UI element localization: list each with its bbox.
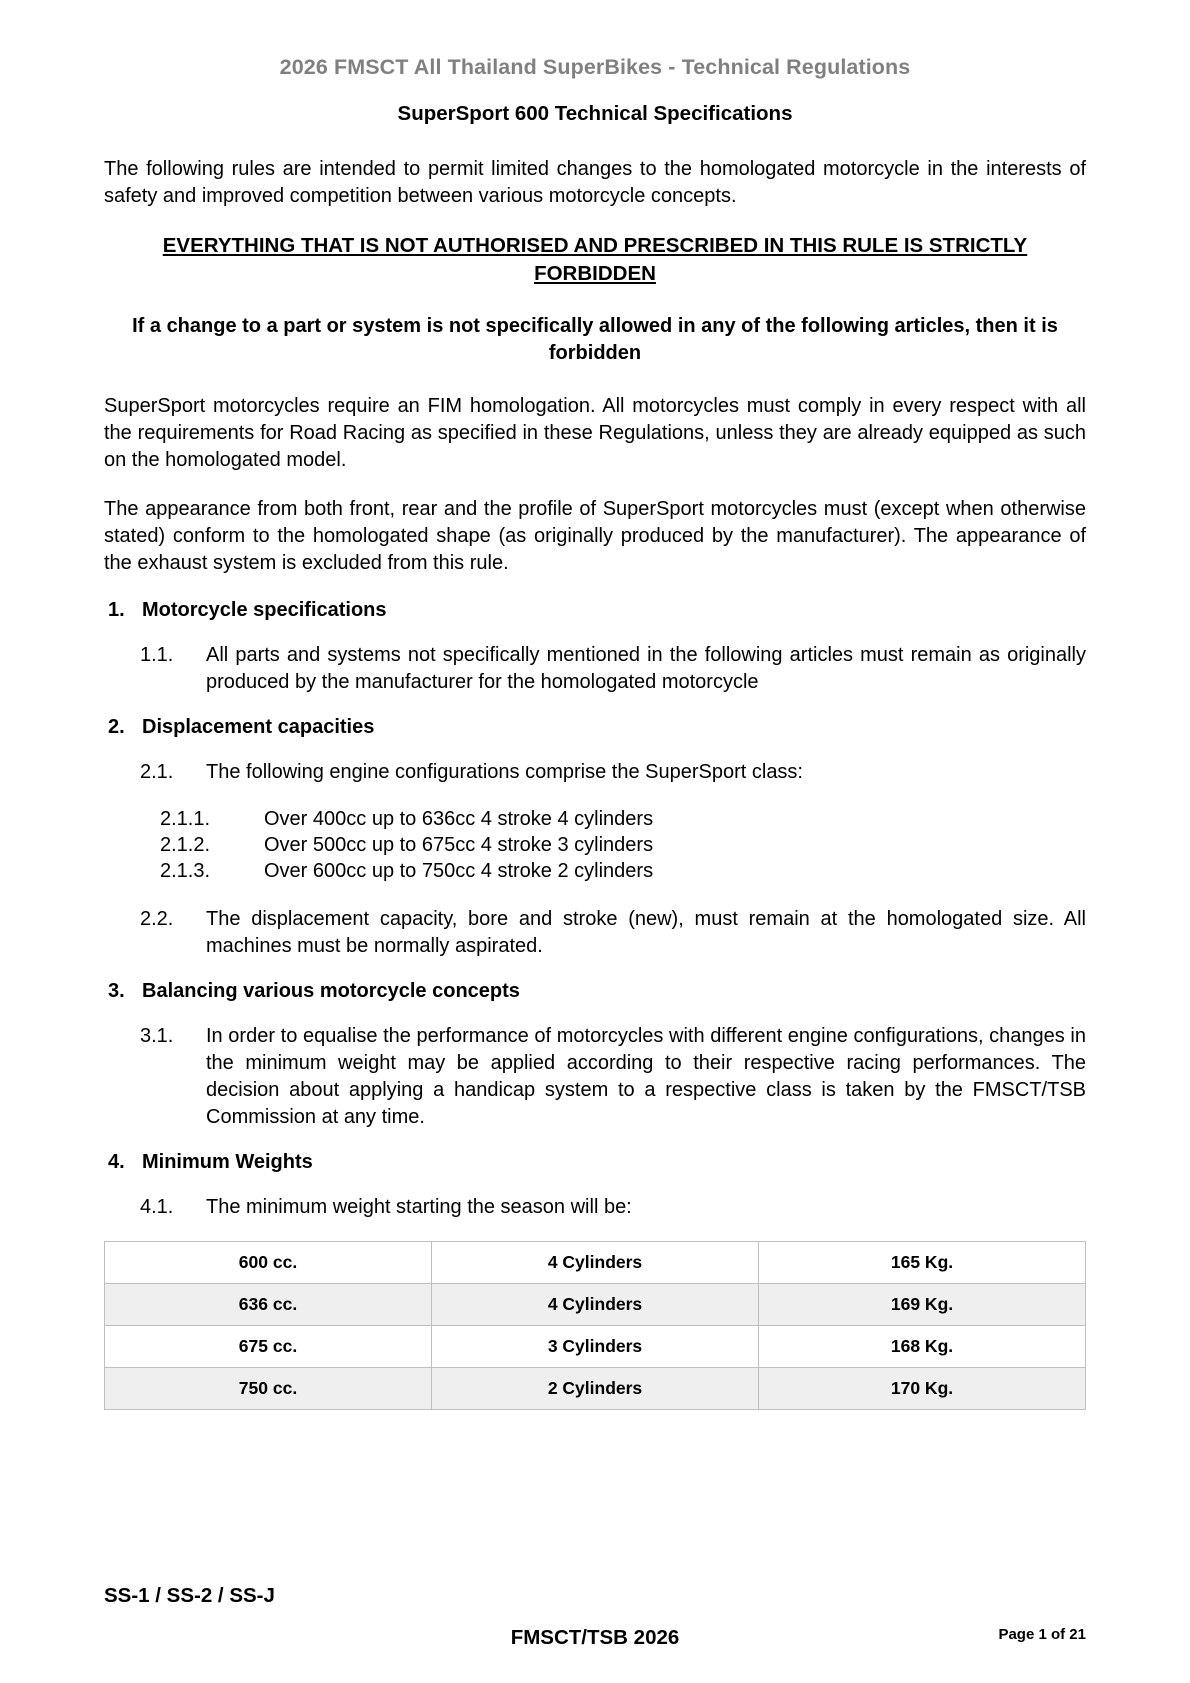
clause-text: The following engine configurations comprise the SuperSport class: xyxy=(206,761,803,784)
clause xyxy=(104,759,1086,786)
table-cell-cylinders: 4 Cylinders xyxy=(432,1242,759,1284)
clause-number: 2.2. xyxy=(140,908,174,931)
table-row xyxy=(105,1284,1086,1326)
table-cell-displacement: 750 cc. xyxy=(105,1368,432,1410)
running-header: 2026 FMSCT All Thailand SuperBikes - Technical Regulations xyxy=(279,55,911,79)
table-row xyxy=(105,1242,1086,1284)
clause-number: 4.1. xyxy=(140,1196,174,1219)
table-cell-weight: 169 Kg. xyxy=(759,1284,1086,1326)
table-cell-cylinders: 2 Cylinders xyxy=(432,1368,759,1410)
section-title: Motorcycle specifications xyxy=(142,599,387,622)
section-number: 2. xyxy=(108,716,125,739)
section-heading xyxy=(104,1151,1086,1174)
section-number: 4. xyxy=(108,1151,125,1174)
minimum-weights-table xyxy=(104,1241,1086,1410)
clause-text: The displacement capacity, bore and stroke (new), must remain at the homologated size. All machines must be normally aspirated. xyxy=(206,908,1086,958)
footer-bottom-row xyxy=(104,1626,1086,1649)
table-row xyxy=(105,1368,1086,1410)
page-title: SuperSport 600 Technical Specifications xyxy=(397,102,793,125)
section-title: Displacement capacities xyxy=(142,716,375,739)
clause xyxy=(104,1023,1086,1131)
clause-text: The minimum weight starting the season will be: xyxy=(206,1196,632,1219)
footer-organisation: FMSCT/TSB 2026 xyxy=(510,1626,680,1649)
subclause-text: Over 600cc up to 750cc 4 stroke 2 cylinders xyxy=(264,860,654,883)
subclause-text: Over 400cc up to 636cc 4 stroke 4 cylinders xyxy=(264,808,654,831)
table-cell-displacement: 675 cc. xyxy=(105,1326,432,1368)
table-row xyxy=(105,1326,1086,1368)
clause-number: 2.1. xyxy=(140,761,174,784)
section-minimum-weights xyxy=(104,1151,1086,1221)
table-cell-weight: 170 Kg. xyxy=(759,1368,1086,1410)
section-displacement-capacities xyxy=(104,716,1086,960)
section-title: Minimum Weights xyxy=(142,1151,313,1174)
page-footer xyxy=(104,1584,1086,1649)
section-number: 1. xyxy=(108,599,125,622)
table-cell-cylinders: 3 Cylinders xyxy=(432,1326,759,1368)
section-heading xyxy=(104,716,1086,739)
list-item xyxy=(160,832,1086,858)
section-balancing-concepts xyxy=(104,980,1086,1131)
table-cell-cylinders: 4 Cylinders xyxy=(432,1284,759,1326)
subclause-number: 2.1.3. xyxy=(160,860,211,883)
list-item xyxy=(160,858,1086,884)
section-heading xyxy=(104,599,1086,622)
clause-text: In order to equalise the performance of motorcycles with different engine configurations, changes in the minimum weight may be applied according to their respective racing performances. The decision about applying a handicap system to a respective class is taken by the FMSCT/TSB Commission at any time. xyxy=(206,1025,1086,1129)
section-heading xyxy=(104,980,1086,1003)
intro-paragraph: The following rules are intended to permit limited changes to the homologated motorcycle in the interests of safety and improved competition between various motorcycle concepts. xyxy=(104,158,1086,207)
appearance-paragraph: The appearance from both front, rear and the profile of SuperSport motorcycles must (except when otherwise stated) conform to the homologated shape (as originally produced by the manufacturer). The appearance of the exhaust system is excluded from this rule. xyxy=(104,498,1086,575)
table-cell-displacement: 636 cc. xyxy=(105,1284,432,1326)
footer-page-number: Page 1 of 21 xyxy=(998,1626,1086,1643)
subclause-text: Over 500cc up to 675cc 4 stroke 3 cylinders xyxy=(264,834,654,857)
table-cell-weight: 165 Kg. xyxy=(759,1242,1086,1284)
table-cell-displacement: 600 cc. xyxy=(105,1242,432,1284)
clause xyxy=(104,642,1086,696)
clause xyxy=(104,1194,1086,1221)
list-item xyxy=(160,806,1086,832)
engine-configuration-list xyxy=(104,806,1086,884)
clause-text: All parts and systems not specifically mentioned in the following articles must remain as originally produced by the manufacturer for the homologated motorcycle xyxy=(206,644,1086,694)
table-cell-weight: 168 Kg. xyxy=(759,1326,1086,1368)
clause xyxy=(104,906,1086,960)
homologation-paragraph: SuperSport motorcycles require an FIM homologation. All motorcycles must comply in every respect with all the requirements for Road Racing as specified in these Regulations, unless they are already equipped as such on the homologated model. xyxy=(104,395,1086,472)
section-motorcycle-specifications xyxy=(104,599,1086,696)
warning-statement: EVERYTHING THAT IS NOT AUTHORISED AND PRESCRIBED IN THIS RULE IS STRICTLY FORBIDDEN xyxy=(162,234,1028,285)
clause-number: 3.1. xyxy=(140,1025,174,1048)
condition-statement: If a change to a part or system is not specifically allowed in any of the following articles, then it is forbidden xyxy=(132,315,1058,365)
clause-number: 1.1. xyxy=(140,644,174,667)
footer-classes: SS-1 / SS-2 / SS-J xyxy=(104,1584,275,1607)
subclause-number: 2.1.1. xyxy=(160,808,211,831)
section-title: Balancing various motorcycle concepts xyxy=(142,980,520,1003)
subclause-number: 2.1.2. xyxy=(160,834,211,857)
section-number: 3. xyxy=(108,980,125,1003)
